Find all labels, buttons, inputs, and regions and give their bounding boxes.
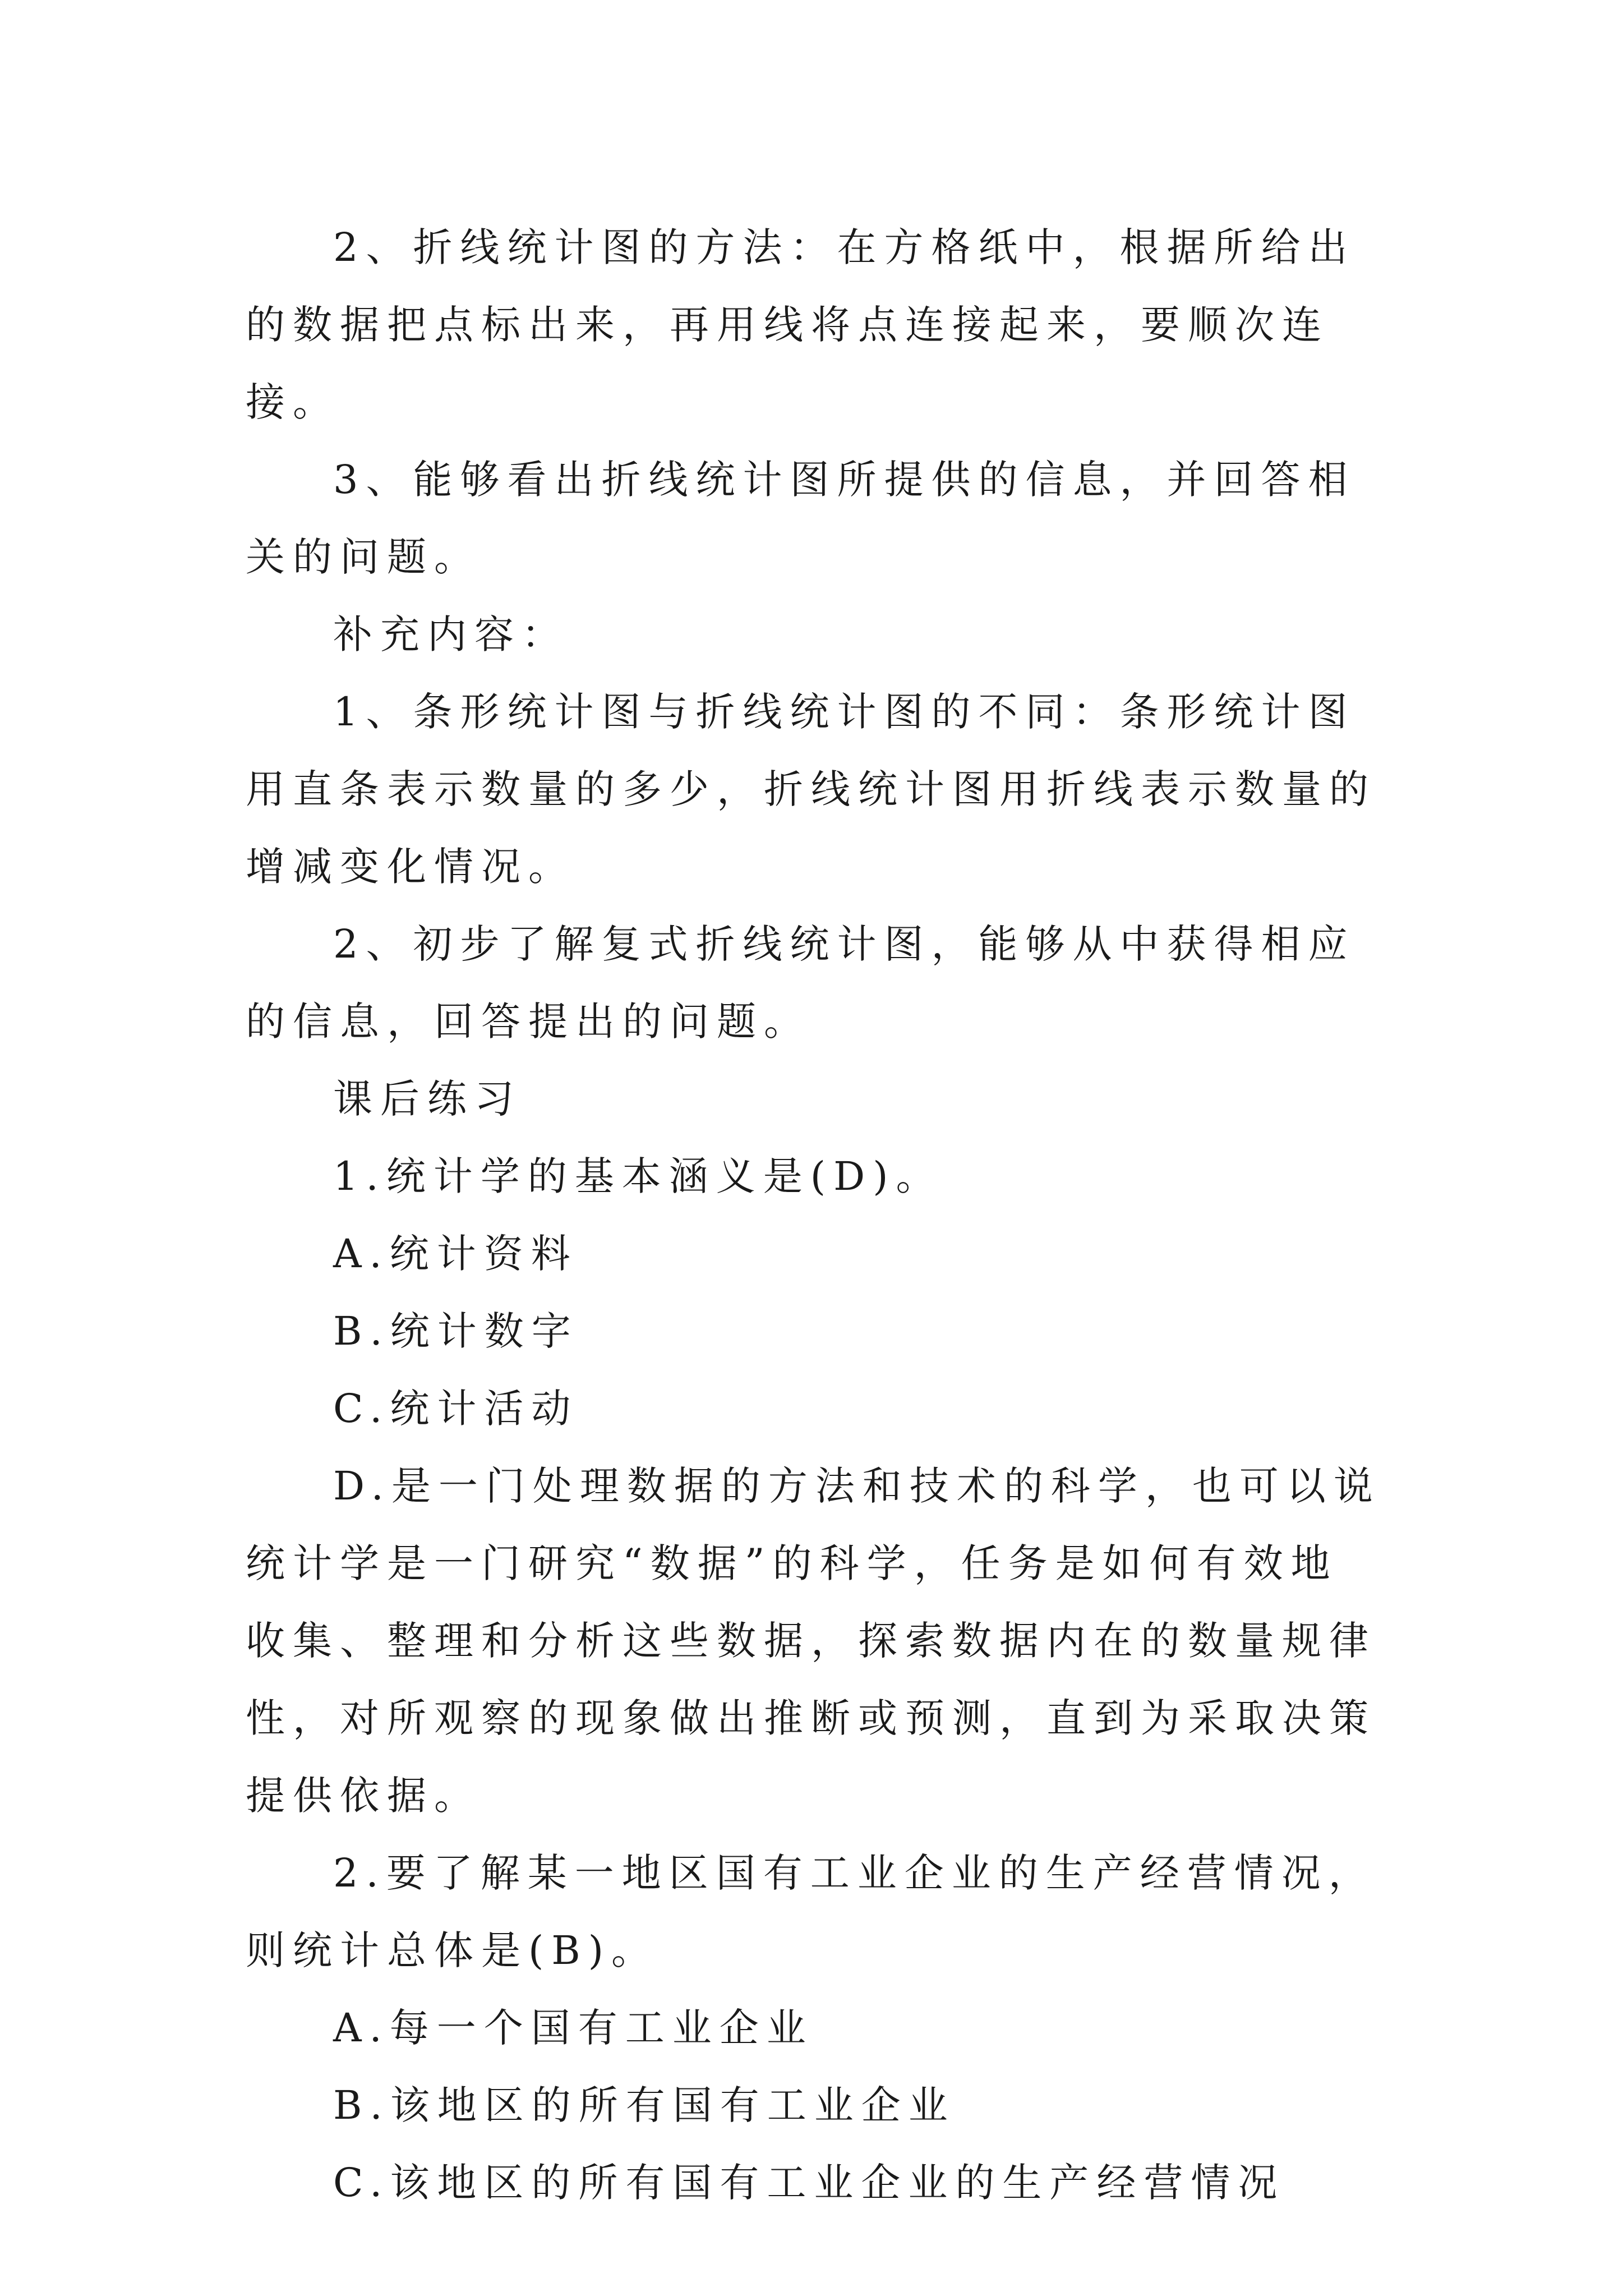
paragraph-bar-vs-line: 1、条形统计图与折线统计图的不同：条形统计图用直条表示数量的多少，折线统计图用折线表示数量的增减变化情况。 bbox=[246, 689, 1376, 890]
document-body bbox=[246, 209, 1384, 2221]
question-2-option-a: A.每一个国有工业企业 bbox=[333, 2005, 814, 2051]
question-1-option-b: B.统计数字 bbox=[333, 1308, 579, 1354]
paragraph-supplement-heading: 补充内容： bbox=[333, 611, 569, 657]
question-1-option-d: D.是一门处理数据的方法和技术的科学，也可以说统计学是一门研究“数据”的科学，任务是如何有效地收集、整理和分析这些数据，探索数据内在的数量规律性，对所观察的现象做出推断或预测，直到为采取决策提供依据。 bbox=[246, 1463, 1381, 1819]
question-2-option-c: C.该地区的所有国有工业企业的生产经营情况 bbox=[333, 2160, 1285, 2206]
question-1-option-a: A.统计资料 bbox=[333, 1231, 578, 1277]
question-1: 1.统计学的基本涵义是(D)。 bbox=[333, 1153, 943, 1199]
question-1-option-c: C.统计活动 bbox=[333, 1386, 579, 1432]
paragraph-exercises-heading: 课后练习 bbox=[333, 1076, 522, 1122]
question-2-option-b: B.该地区的所有国有工业企业 bbox=[333, 2082, 956, 2128]
paragraph-line-chart-info: 3、能够看出折线统计图所提供的信息，并回答相关的问题。 bbox=[246, 457, 1355, 580]
paragraph-line-chart-method: 2、折线统计图的方法：在方格纸中，根据所给出的数据把点标出来，再用线将点连接起来，要顺次连接。 bbox=[246, 224, 1355, 425]
paragraph-compound-line-chart: 2、初步了解复式折线统计图，能够从中获得相应的信息，回答提出的问题。 bbox=[246, 921, 1355, 1045]
question-2: 2.要了解某一地区国有工业企业的生产经营情况，则统计总体是(B)。 bbox=[246, 1850, 1376, 1973]
